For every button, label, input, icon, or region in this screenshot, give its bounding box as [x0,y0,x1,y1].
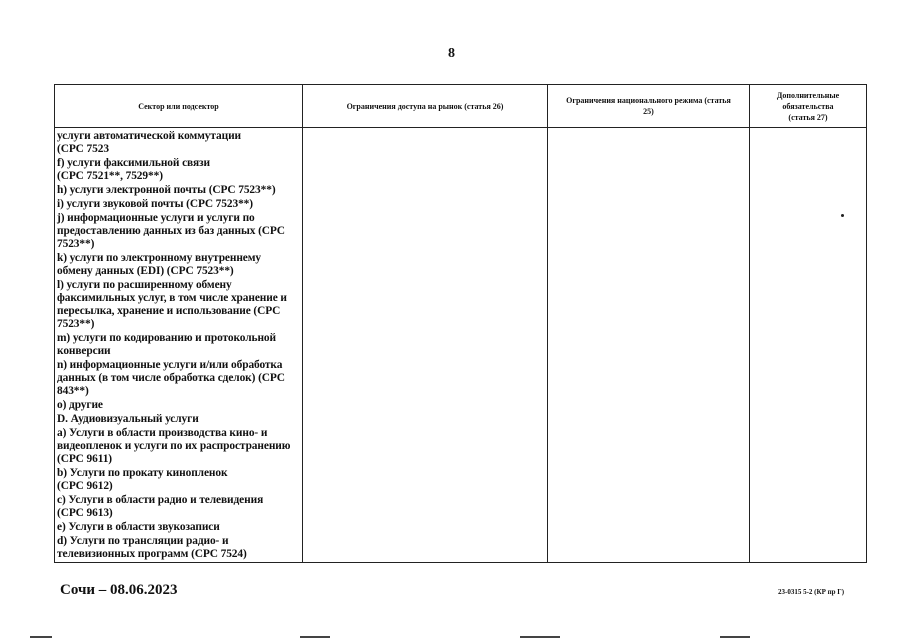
sector-entry: o) другие [57,399,103,411]
sector-entry: услуги автоматической коммутации (CPC 7523 [57,130,242,155]
sector-entry: e) Услуги в области звукозаписи [57,521,220,533]
additional-commitments-cell [750,128,867,563]
footer-doc-code: 23-0315 5-2 (КР пр Г) [778,588,845,596]
sector-entry: l) услуги по расширенному обмену факсимильных услуг, в том числе хранение и пересылка, хранение и использование (CPC 7523**) [57,279,287,330]
scan-edge-mark [30,636,52,638]
sector-entry: j) информационные услуги и услуги по предоставлению данных из баз данных (CPC 7523**) [57,212,285,250]
scan-edge-mark [300,636,330,638]
sector-entry: f) услуги факсимильной связи (CPC 7521**, 7529**) [57,157,210,182]
sector-entry: d) Услуги по трансляции радио- и телевизионных программ (CPC 7524) [57,535,247,560]
header-sector: Сектор или подсектор [55,85,303,128]
sector-entry: n) информационные услуги и/или обработка данных (в том числе обработка сделок) (CPC 843**) [57,359,285,397]
commitments-table [54,84,867,563]
sector-entry: c) Услуги в области радио и телевидения (CPC 9613) [57,494,264,519]
sector-cell [55,128,303,563]
footer-location-date: Сочи – 08.06.2023 [60,582,178,598]
header-market-access [303,85,548,128]
sector-entry: D. Аудиовизуальный услуги [57,413,199,425]
scan-edge-mark [720,636,750,638]
header-market-access-text: Ограничения доступа на рынок (статья 26) [346,101,504,111]
scan-edge-mark [520,636,560,638]
sector-entry: k) услуги по электронному внутреннему обмену данных (EDI) (CPC 7523**) [57,252,262,277]
market-access-cell [303,128,548,563]
sector-entry: a) Услуги в области производства кино- и видеопленок и услуги по их распространению (CPC 9611) [57,427,291,465]
national-treatment-cell [548,128,750,563]
header-additional-commitments [750,85,867,128]
sector-entry: m) услуги по кодированию и протокольной конверсии [57,332,276,357]
header-national-treatment-text: Ограничения национального режима (статья 25) [566,96,731,116]
header-row [55,85,867,128]
header-additional-commitments-text: Дополнительные обязательства (статья 27) [776,90,840,122]
body-row [55,128,867,563]
header-national-treatment [548,85,750,128]
scan-dot [841,214,844,217]
sector-entry: i) услуги звуковой почты (CPC 7523**) [57,198,253,210]
sector-entry: b) Услуги по прокату кинопленок (CPC 9612) [57,467,228,492]
sector-entry: h) услуги электронной почты (CPC 7523**) [57,184,276,196]
sector-list [55,128,302,561]
page-number: 8 [448,46,455,61]
